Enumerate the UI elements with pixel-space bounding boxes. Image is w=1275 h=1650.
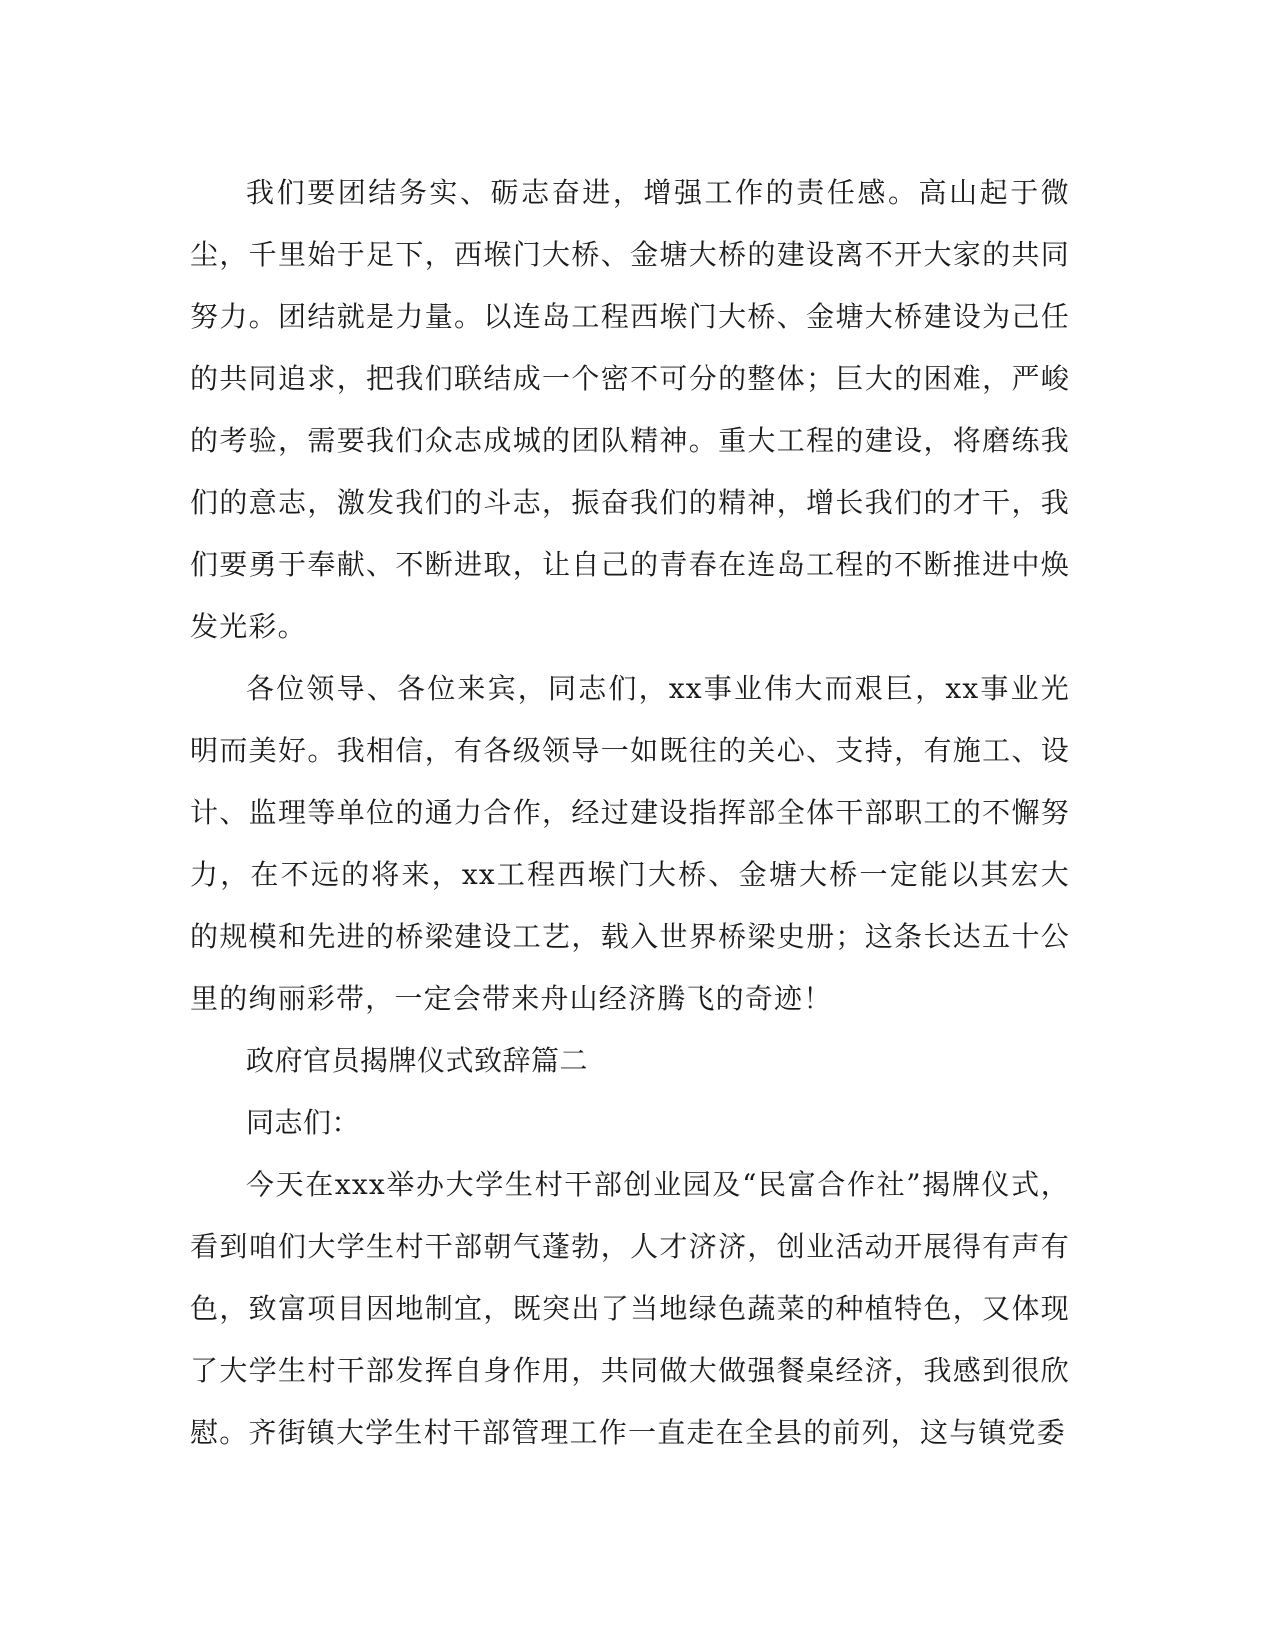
document-body — [190, 162, 1070, 1464]
salutation: 同志们： — [246, 1106, 361, 1139]
section-heading: 政府官员揭牌仪式致辞篇二 — [246, 1044, 589, 1077]
paragraph-closing-remarks: 各位领导、各位来宾，同志们，xx事业伟大而艰巨，xx事业光明而美好。我相信，有各级领导一如既往的关心、支持，有施工、设计、监理等单位的通力合作，经过建设指挥部全体干部职工的不懈努力，在不远的将来，xx工程西堠门大桥、金塘大桥一定能以其宏大的规模和先进的桥梁建设工艺，载入世界桥梁史册；这条长达五十公里的绚丽彩带，一定会带来舟山经济腾飞的奇迹！ — [190, 672, 1070, 1015]
paragraph-ceremony-opening: 今天在xxx举办大学生村干部创业园及“民富合作社”揭牌仪式，看到咱们大学生村干部朝气蓬勃，人才济济，创业活动开展得有声有色，致富项目因地制宜，既突出了当地绿色蔬菜的种植特色，又体现了大学生村干部发挥自身作用，共同做大做强餐桌经济，我感到很欣慰。齐街镇大学生村干部管理工作一直走在全县的前列，这与镇党委 — [190, 1168, 1070, 1449]
paragraph-bridge-unity: 我们要团结务实、砺志奋进，增强工作的责任感。高山起于微尘，千里始于足下，西堠门大桥、金塘大桥的建设离不开大家的共同努力。团结就是力量。以连岛工程西堠门大桥、金塘大桥建设为己任的共同追求，把我们联结成一个密不可分的整体；巨大的困难，严峻的考验，需要我们众志成城的团队精神。重大工程的建设，将磨练我们的意志，激发我们的斗志，振奋我们的精神，增长我们的才干，我们要勇于奉献、不断进取，让自己的青春在连岛工程的不断推进中焕发光彩。 — [190, 176, 1070, 643]
